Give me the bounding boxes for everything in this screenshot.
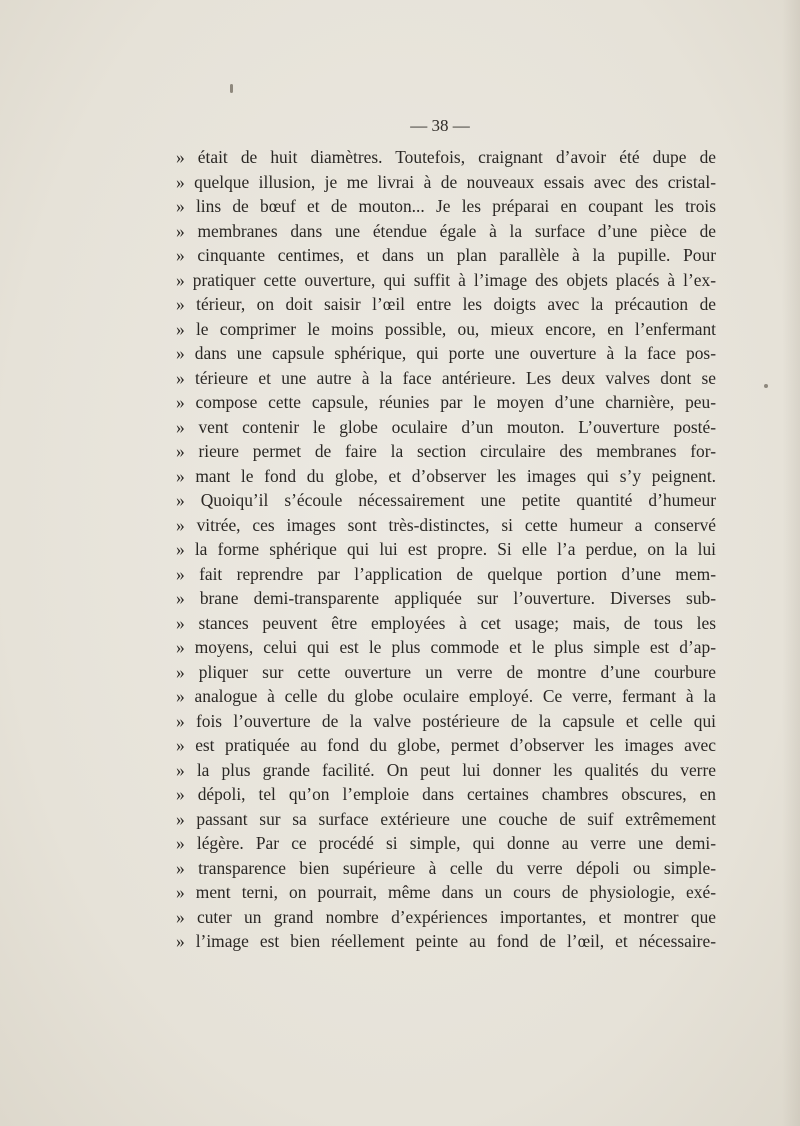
paper-speck xyxy=(764,384,768,388)
text-line: » cinquante centimes, et dans un plan parallèle à la pupille. Pour xyxy=(176,245,716,265)
text-line: » lins de bœuf et de mouton... Je les préparai en coupant les trois xyxy=(176,196,716,216)
text-line: » térieure et une autre à la face antérieure. Les deux valves dont se xyxy=(176,367,716,388)
text-line: » la plus grande facilité. On peut lui donner les qualités du verre xyxy=(176,759,716,780)
text-line: » dépoli, tel qu’on l’emploie dans certaines chambres obscures, en xyxy=(176,784,716,804)
text-line: » Quoiqu’il s’écoule nécessairement une petite quantité d’humeur xyxy=(176,490,716,510)
text-line: » membranes dans une étendue égale à la surface d’une pièce de xyxy=(176,220,716,241)
text-line: » le comprimer le moins possible, ou, mieux encore, en l’enfermant xyxy=(176,318,716,339)
text-line: » cuter un grand nombre d’expériences importantes, et montrer que xyxy=(176,906,716,927)
text-line: » térieur, on doit saisir l’œil entre les doigts avec la précaution de xyxy=(176,294,716,314)
page-edge-shadow xyxy=(782,0,800,1126)
paper-speck xyxy=(230,84,233,93)
text-line: » passant sur sa surface extérieure une couche de suif extrêmement xyxy=(176,808,716,829)
text-line: » rieure permet de faire la section circulaire des membranes for- xyxy=(176,441,716,461)
text-line: » analogue à celle du globe oculaire employé. Ce verre, fermant à la xyxy=(176,686,716,706)
text-line: » est pratiquée au fond du globe, permet d’observer les images avec xyxy=(176,735,716,755)
text-line: » la forme sphérique qui lui est propre. Si elle l’a perdue, on la lui xyxy=(176,539,716,559)
text-line: » vent contenir le globe oculaire d’un mouton. L’ouverture posté- xyxy=(176,416,716,437)
text-line: » pliquer sur cette ouverture un verre de montre d’une courbure xyxy=(176,661,716,682)
text-line: » légère. Par ce procédé si simple, qui donne au verre une demi- xyxy=(176,833,716,853)
text-line: » vitrée, ces images sont très-distinctes, si cette humeur a conservé xyxy=(176,514,716,535)
text-line: » fait reprendre par l’application de quelque portion d’une mem- xyxy=(176,563,716,584)
text-line: » transparence bien supérieure à celle du verre dépoli ou simple- xyxy=(176,857,716,878)
text-line: » pratiquer cette ouverture, qui suffit à l’image des objets placés à l’ex- xyxy=(176,269,716,290)
text-line: » quelque illusion, je me livrai à de nouveaux essais avec des cristal- xyxy=(176,171,716,192)
text-line: » était de huit diamètres. Toutefois, craignant d’avoir été dupe de xyxy=(176,147,716,167)
page-number: — 38 — xyxy=(410,116,470,135)
text-line: » brane demi-transparente appliquée sur l’ouverture. Diverses sub- xyxy=(176,588,716,608)
body-text xyxy=(176,145,716,954)
text-line: » stances peuvent être employées à cet usage; mais, de tous les xyxy=(176,612,716,633)
text-line: » ment terni, on pourrait, même dans un cours de physiologie, exé- xyxy=(176,882,716,902)
text-line: » fois l’ouverture de la valve postérieure de la capsule et celle qui xyxy=(176,710,716,731)
text-line: » mant le fond du globe, et d’observer les images qui s’y peignent. xyxy=(176,465,716,486)
text-line: » l’image est bien réellement peinte au fond de l’œil, et nécessaire- xyxy=(176,931,716,951)
text-line: » compose cette capsule, réunies par le moyen d’une charnière, peu- xyxy=(176,392,716,412)
text-line: » dans une capsule sphérique, qui porte une ouverture à la face pos- xyxy=(176,343,716,363)
text-line: » moyens, celui qui est le plus commode et le plus simple est d’ap- xyxy=(176,637,716,657)
